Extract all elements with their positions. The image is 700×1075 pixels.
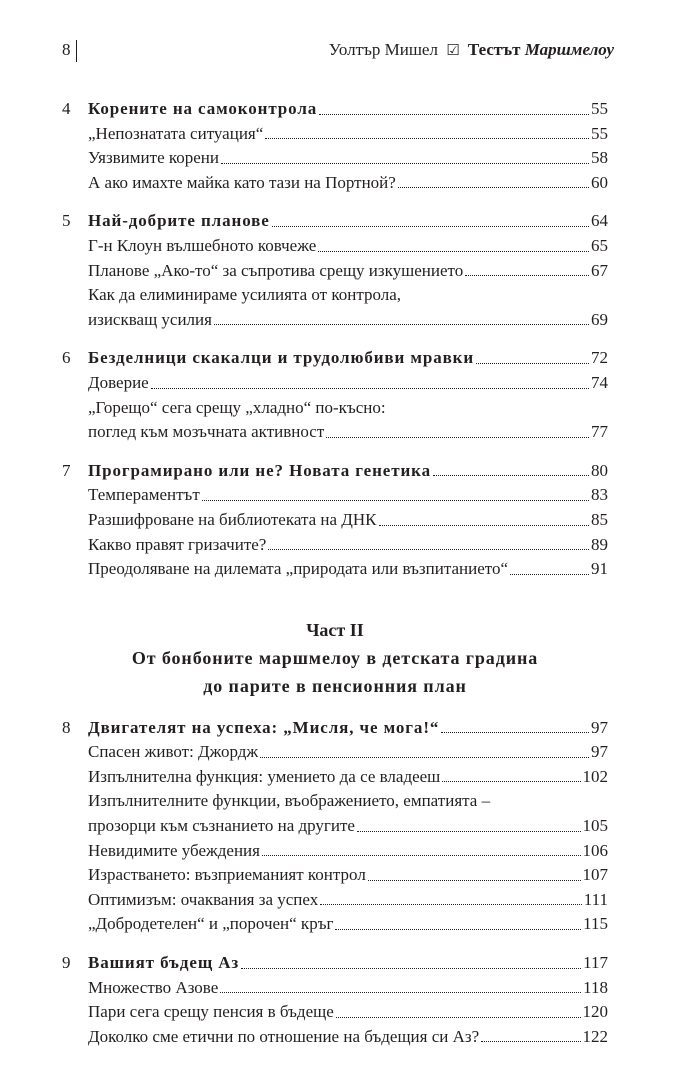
entry-page: 89 xyxy=(591,534,608,554)
chapter-page: 64 xyxy=(591,211,608,231)
entry-page: 118 xyxy=(583,977,608,997)
toc-entry[interactable] xyxy=(62,533,608,558)
entry-page: 115 xyxy=(583,914,608,934)
toc-entry-line1[interactable] xyxy=(62,396,608,421)
toc-entry-line2[interactable] xyxy=(62,814,608,839)
toc-entry-line2[interactable] xyxy=(62,308,608,333)
dot-leader xyxy=(368,863,581,881)
chapter-number: 8 xyxy=(62,717,71,737)
entry-page: 120 xyxy=(582,1002,608,1022)
toc-chapter-title-row[interactable] xyxy=(62,951,608,976)
part-title-line2: до парите в пенсионния план xyxy=(203,675,467,696)
dot-leader xyxy=(335,912,581,930)
entry-page: 77 xyxy=(591,422,608,442)
toc-chapter-title-row[interactable] xyxy=(62,97,608,122)
chapter-title: Безделници скакалци и трудолюбиви мравки xyxy=(88,348,475,368)
toc-entry[interactable] xyxy=(62,976,608,1001)
entry-title: Какво правят гризачите? xyxy=(88,534,267,554)
toc-chapter-9 xyxy=(62,951,608,1049)
dot-leader xyxy=(433,459,589,477)
checkbox-icon: ☑ xyxy=(446,41,460,59)
entry-title: Доверие xyxy=(88,372,149,392)
toc-entry[interactable] xyxy=(62,1000,608,1025)
toc-chapter-4 xyxy=(62,97,608,195)
entry-page: 83 xyxy=(591,485,608,505)
entry-title: Изпълнителните функции, въображението, емпатията – xyxy=(88,791,491,811)
chapter-number: 9 xyxy=(62,953,71,973)
entry-title: Оптимизъм: очаквания за успех xyxy=(88,889,319,909)
toc-chapter-title-row[interactable] xyxy=(62,459,608,484)
dot-leader xyxy=(442,765,580,783)
toc-entry[interactable] xyxy=(62,508,608,533)
entry-title: Множество Азове xyxy=(88,977,219,997)
dot-leader xyxy=(220,976,581,994)
dot-leader xyxy=(379,508,589,526)
entry-title-continued: прозорци към съзнанието на другите xyxy=(88,816,355,836)
toc-entry-line1[interactable] xyxy=(62,283,608,308)
page-number: 8 xyxy=(62,40,71,59)
toc-chapter-5 xyxy=(62,209,608,332)
dot-leader xyxy=(357,814,581,832)
header-divider xyxy=(76,40,77,62)
dot-leader xyxy=(202,483,589,501)
toc-chapter-8 xyxy=(62,716,608,937)
dot-leader xyxy=(151,371,589,389)
entry-title: Уязвимите корени xyxy=(88,148,219,168)
dot-leader xyxy=(260,740,589,758)
dot-leader xyxy=(510,557,589,575)
dot-leader xyxy=(272,209,589,227)
dot-leader xyxy=(221,146,589,164)
header-book-info xyxy=(329,40,614,60)
toc-entry[interactable] xyxy=(62,371,608,396)
dot-leader xyxy=(326,420,589,438)
entry-page: 69 xyxy=(591,309,608,329)
toc-entry-line1[interactable] xyxy=(62,789,608,814)
chapter-title: Програмирано или не? Новата генетика xyxy=(88,460,432,480)
toc-entry-line2[interactable] xyxy=(62,420,608,445)
dot-leader xyxy=(336,1000,581,1018)
entry-page: 91 xyxy=(591,559,608,579)
dot-leader xyxy=(319,97,589,115)
chapter-number: 4 xyxy=(62,99,71,118)
dot-leader xyxy=(241,951,581,969)
entry-title: Г-н Клоун вълшебното ковчеже xyxy=(88,235,317,255)
chapter-number: 5 xyxy=(62,211,71,231)
entry-title: Изпълнителна функция: умението да се владееш xyxy=(88,766,441,786)
entry-page: 65 xyxy=(591,235,608,255)
dot-leader xyxy=(265,122,589,140)
part-label: Част II xyxy=(306,619,364,640)
entry-title: А ако имахте майка като тази на Портной? xyxy=(88,172,396,192)
toc-entry[interactable] xyxy=(62,557,608,582)
entry-page: 106 xyxy=(582,840,608,860)
dot-leader xyxy=(318,234,589,252)
toc-entry[interactable] xyxy=(62,259,608,284)
entry-title-continued: поглед към мозъчната активност xyxy=(88,422,325,442)
toc-entry[interactable] xyxy=(62,1025,608,1050)
entry-title: Как да елиминираме усилията от контрола, xyxy=(88,285,402,305)
toc-chapter-title-row[interactable] xyxy=(62,346,608,371)
dot-leader xyxy=(441,716,589,734)
toc-entry[interactable] xyxy=(62,912,608,937)
chapter-title: Вашият бъдещ Аз xyxy=(88,953,240,973)
entry-page: 102 xyxy=(582,766,608,786)
entry-page: 58 xyxy=(591,148,608,168)
entry-page: 74 xyxy=(591,372,608,392)
toc-entry[interactable] xyxy=(62,483,608,508)
toc-entry[interactable] xyxy=(62,740,608,765)
entry-page: 105 xyxy=(582,816,608,836)
header-author: Уолтър Мишел xyxy=(328,40,438,59)
entry-title: Планове „Ако-то“ за съпротива срещу изкушението xyxy=(88,260,464,280)
dot-leader xyxy=(320,888,582,906)
header-book-title: Тестът Маршмелоу xyxy=(467,40,614,59)
toc-entry[interactable] xyxy=(62,146,608,171)
entry-title: Темпераментът xyxy=(88,485,200,505)
entry-title: Невидимите убеждения xyxy=(88,840,260,860)
entry-title: Разшифроване на библиотеката на ДНК xyxy=(88,509,377,529)
chapter-page: 80 xyxy=(591,460,608,480)
toc-chapter-title-row[interactable] xyxy=(62,716,608,741)
part-heading xyxy=(62,616,608,700)
entry-title: Израстването: възприеманият контрол xyxy=(88,865,366,885)
chapter-page: 97 xyxy=(591,717,608,737)
entry-page: 97 xyxy=(591,742,608,762)
chapter-number: 6 xyxy=(62,348,71,368)
entry-title: „Непознатата ситуация“ xyxy=(88,123,264,143)
entry-page: 85 xyxy=(591,509,608,529)
toc-chapter-7 xyxy=(62,459,608,582)
dot-leader xyxy=(481,1025,580,1043)
dot-leader xyxy=(262,839,581,857)
entry-page: 67 xyxy=(591,260,608,280)
dot-leader xyxy=(268,533,589,551)
dot-leader xyxy=(398,171,589,189)
dot-leader xyxy=(476,346,589,364)
toc-entry[interactable] xyxy=(62,839,608,864)
entry-title: Спасен живот: Джордж xyxy=(88,742,259,762)
dot-leader xyxy=(465,259,589,277)
entry-title: Пари сега срещу пенсия в бъдеще xyxy=(88,1002,334,1022)
entry-title-continued: изискващ усилия xyxy=(88,309,212,329)
toc-entry[interactable] xyxy=(62,122,608,147)
toc-entry[interactable] xyxy=(62,888,608,913)
entry-page: 55 xyxy=(591,123,608,143)
chapter-number: 7 xyxy=(62,460,71,480)
entry-page: 60 xyxy=(591,172,608,192)
chapter-title: Най-добрите планове xyxy=(88,211,270,231)
chapter-title: Корените на самоконтрола xyxy=(88,99,318,118)
toc-chapter-title-row[interactable] xyxy=(62,209,608,234)
toc-entry[interactable] xyxy=(62,234,608,259)
entry-page: 111 xyxy=(583,889,608,909)
chapter-page: 72 xyxy=(591,348,608,368)
entry-page: 122 xyxy=(582,1026,608,1046)
chapter-page: 55 xyxy=(591,99,608,118)
dot-leader xyxy=(214,308,589,326)
toc-entry[interactable] xyxy=(62,765,608,790)
part-title-line1: От бонбоните маршмелоу в детската градина xyxy=(131,647,539,668)
entry-title: Преодоляване на дилемата „природата или възпитанието“ xyxy=(88,559,508,579)
chapter-page: 117 xyxy=(583,953,608,973)
chapter-title: Двигателят на успеха: „Мисля, че мога!“ xyxy=(88,717,440,737)
running-header xyxy=(62,40,614,62)
toc-chapter-6 xyxy=(62,346,608,444)
table-of-contents xyxy=(62,97,608,1063)
entry-title: „Добродетелен“ и „порочен“ кръг xyxy=(88,914,334,934)
entry-title: „Горещо“ сега срещу „хладно“ по-късно: xyxy=(88,397,386,417)
entry-page: 107 xyxy=(582,865,608,885)
toc-entry[interactable] xyxy=(62,171,608,196)
entry-title: Доколко сме етични по отношение на бъдещия си Аз? xyxy=(88,1026,480,1046)
toc-entry[interactable] xyxy=(62,863,608,888)
